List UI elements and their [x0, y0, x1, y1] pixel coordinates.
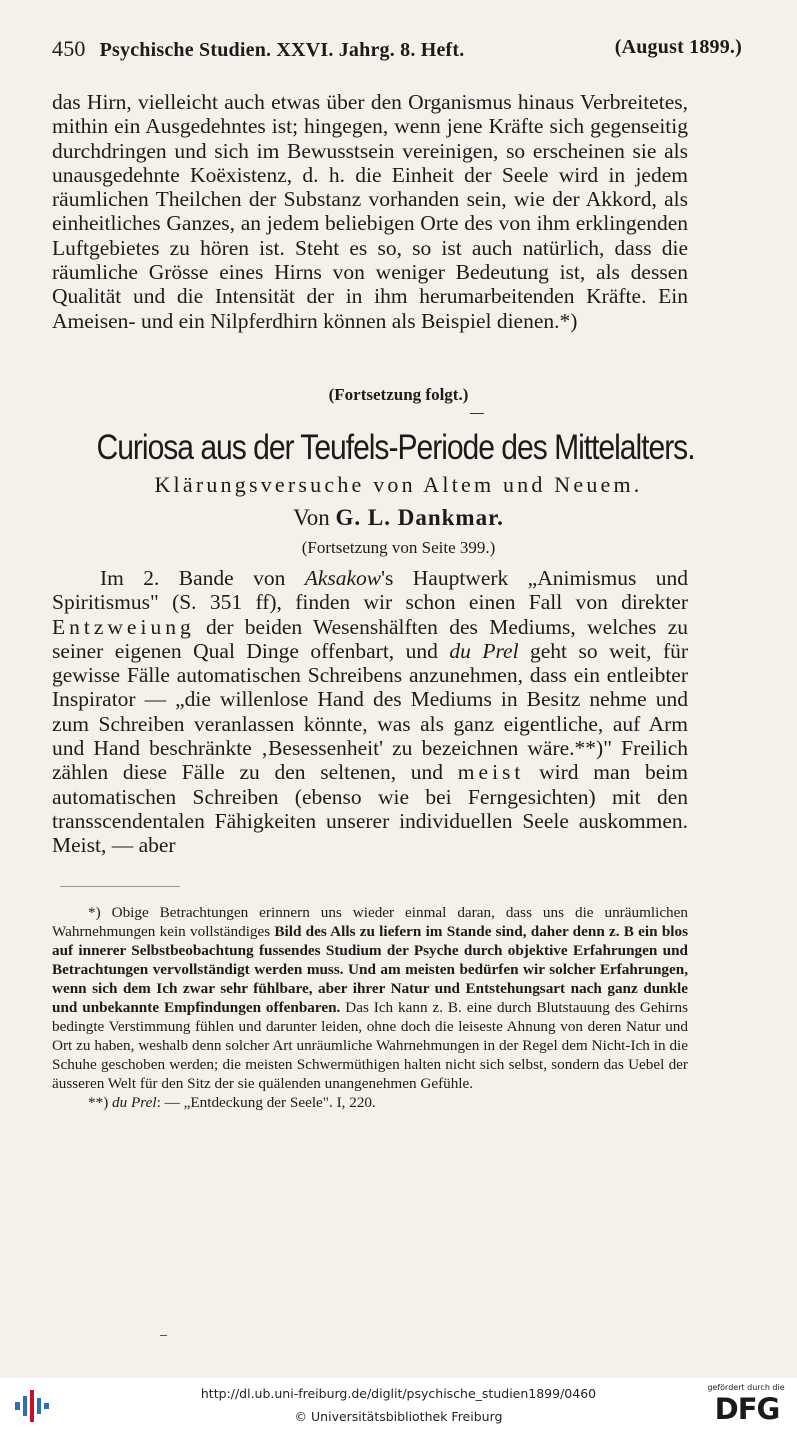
author-name: G. L. Dankmar.	[335, 505, 504, 530]
article-byline	[0, 505, 797, 531]
continuation-note: (Fortsetzung folgt.)	[328, 385, 469, 404]
continued-from-note: (Fortsetzung von Seite 399.)	[301, 538, 496, 557]
footnote-text: *) Obige Betrachtungen erinnern uns wieder einmal daran, dass uns die unräumlichen Wahrnehmungen kein vollständiges	[52, 904, 688, 940]
body-text-run: 's Hauptwerk „Animismus und Spiritismus" (S. 351 ff), finden wir schon einen Fall von direkter	[52, 566, 688, 615]
footnote-mark: **)	[88, 1094, 113, 1111]
section-divider	[470, 413, 484, 414]
page-number: 450	[52, 36, 86, 61]
body-text-run: wird man beim automatischen Schreiben (ebenso wie bei Ferngesichten) mit den transscendentalen Fähigkeiten unserer individuellen Seele auskommen. Meist, — aber	[52, 760, 688, 858]
footnotes	[52, 903, 688, 1112]
document-url-link[interactable]: http://dl.ub.uni-freiburg.de/diglit/psychische_studien1899/0460	[200, 1386, 597, 1401]
cut-off-line	[60, 886, 180, 887]
body-text-run: Im 2. Bande von	[100, 566, 305, 590]
funding-note: gefördert durch die	[707, 1383, 785, 1392]
body-text-run: geht so weit, für gewisse Fälle automatischen Schreibens anzunehmen, dass ein entleibter Inspirator — „die willenlose Hand des Mediums in Besitz nehme und zum Schreiben veranlassen könnte, was als ganz eigentliche, auf Arm und Hand beschränkte ‚Besessenheit' zu bezeichnen wäre.**)" Freilich zählen diese Fälle zu den seltenen, und	[52, 638, 689, 785]
byline-prefix: Von	[293, 505, 330, 530]
top-paragraph-text: das Hirn, vielleicht auch etwas über den Organismus hinaus Verbreitetes, mithin ein Ausgedehntes ist; hingegen, wenn jene Kräfte sich gegenseitig durchdringen und sich im Bewusstsein vereinigen, so erscheinen sie als unausgedehnte Koëxistenz, d. h. die Einheit der Seele wird in jedem räumlichen Theilchen der Substanz vorhanden sein, wie der Akkord, als einheitliches Ganzes, an jedem beliebigen Orte des von ihm erklingenden Luftgebietes zu hören ist. Steht es so, so ist auch natürlich, dass die räumliche Grösse eines Hirns von weniger Bedeutung ist, als dessen Qualität und die Intensität der in ihm herumarbeitenden Kräfte. Ein Ameisen- und ein Nilpferdhirn können als Beispiel dienen.*)	[52, 90, 688, 333]
footnote-text: : — „Entdeckung der Seele". I, 220.	[156, 1094, 376, 1111]
footnote-2	[52, 1093, 688, 1112]
issue-date: (August 1899.)	[614, 36, 742, 58]
dfg-logo: DFG	[714, 1392, 780, 1426]
article-paragraph	[52, 566, 688, 858]
footnote-text: Das Ich kann z. B. eine durch Blutstauung des Gehirns bedingte Verstimmung fühlen und darunter leiden, ohne doch die leiseste Ahnung von deren Natur und Ort zu haben, weshalb denn solcher Art unräumliche Wahrnehmungen in der Regel dem Nicht-Ich in die Schuhe geschoben werden; die meisten Schwermüthigen halten nicht sich selbst, sondern das Uebel der äusseren Welt für den Sitz der sie quälenden unangenehmen Gefühle.	[52, 999, 688, 1092]
journal-title: Psychische Studien. XXVI. Jahrg. 8. Heft.	[99, 39, 465, 61]
running-header	[52, 36, 742, 62]
footnote-bold-text: Bild des Alls zu liefern im Stande sind, daher denn z. B ein blos auf innerer Selbstbeobachtung fussendes Studium der Psyche durch objektive Erfahrungen und Betrachtungen vervollständigt werden muss. Und am meisten bedürfen wir solcher Erfahrungen, wenn sich dem Ich zwar sehr fühlbare, aber ihrer Natur und Entstehungsart nach ganz dunkle und unbekannte Empfindungen offenbaren.	[52, 923, 688, 1016]
article-title: Curiosa aus der Teufels-Periode des Mittelalters.	[96, 428, 695, 467]
body-text-run: der beiden Wesenshälften des Mediums, welches zu seiner eigenen Qual Dinge offenbart, und	[52, 614, 688, 663]
article-subtitle: Klärungsversuche von Altem und Neuem.	[154, 472, 643, 497]
article-body	[52, 566, 688, 858]
emphasis-meist: meist	[457, 760, 525, 785]
stray-mark	[160, 1335, 167, 1336]
top-paragraph	[52, 90, 688, 333]
footnote-author: du Prel	[112, 1094, 157, 1111]
du-prel-name: du Prel	[449, 638, 519, 663]
aksakow-name: Aksakow	[304, 566, 382, 590]
copyright-notice: © Universitätsbibliothek Freiburg	[294, 1409, 503, 1424]
footnote-1	[52, 903, 688, 1093]
emphasis-entzweiung: Entzweiung	[52, 614, 195, 639]
